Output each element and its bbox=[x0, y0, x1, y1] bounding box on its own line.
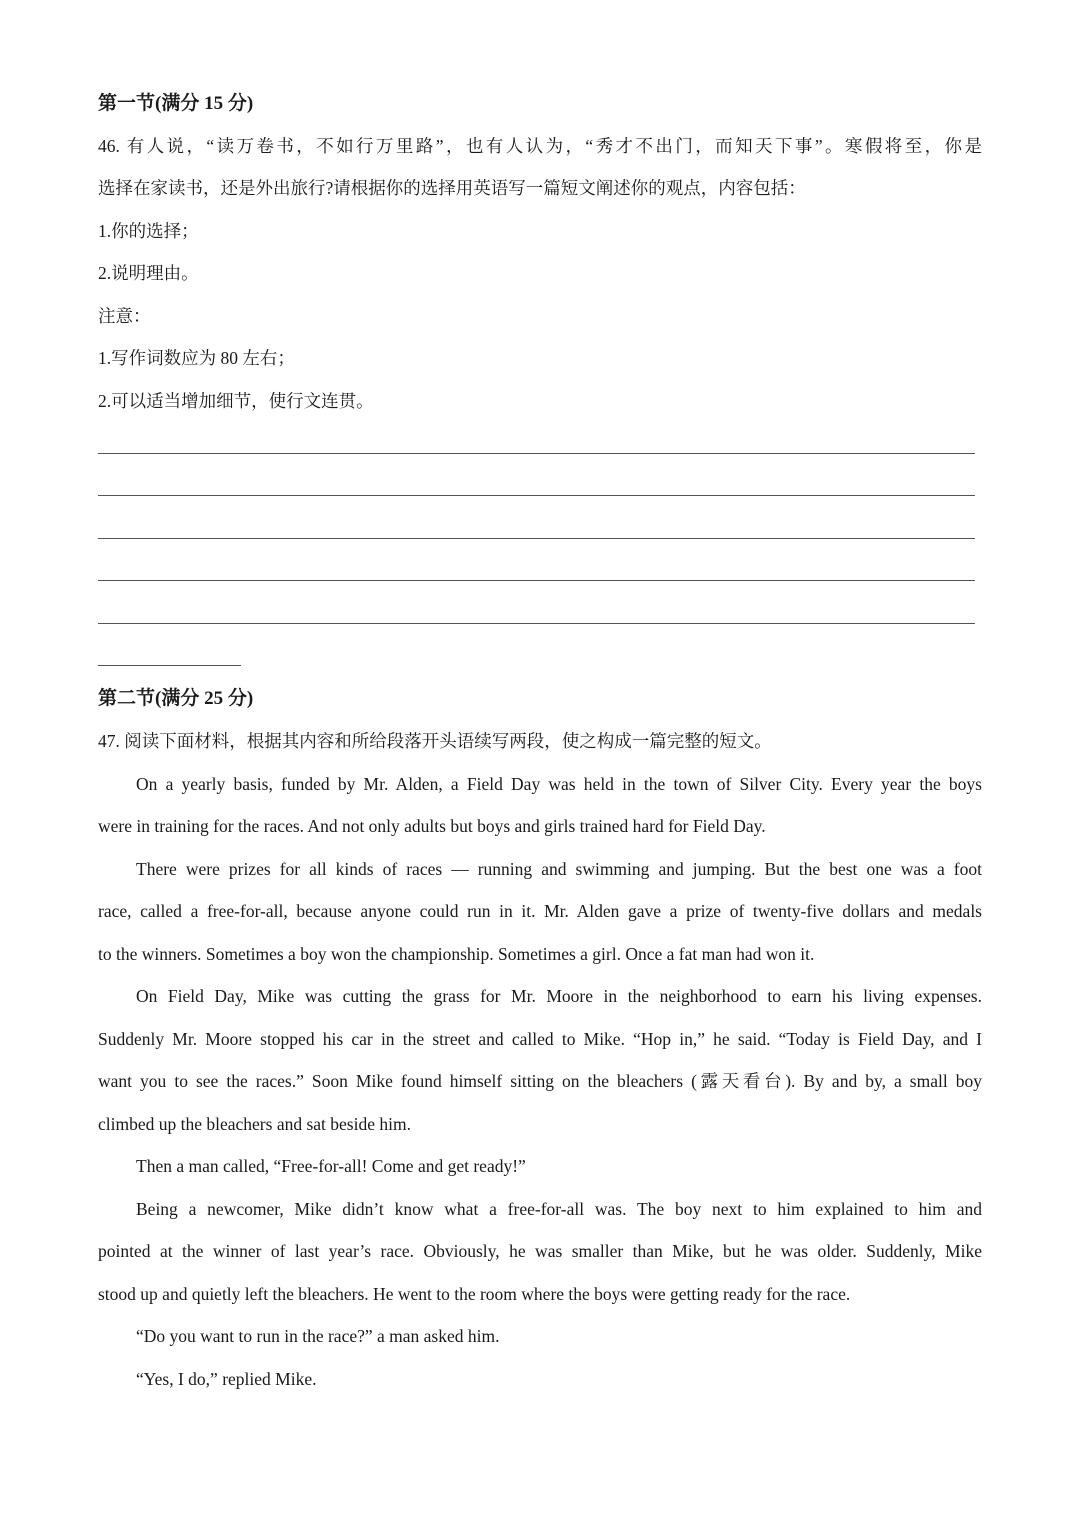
answer-line[interactable] bbox=[98, 453, 975, 454]
passage-line: Being a newcomer, Mike didn’t know what a free-for-all was. The boy next to him explained to him and bbox=[136, 1199, 982, 1219]
answer-line[interactable] bbox=[98, 495, 975, 496]
passage-line: pointed at the winner of last year’s race. Obviously, he was smaller than Mike, but he was older. Suddenly, Mike bbox=[98, 1241, 982, 1261]
passage-line: want you to see the races.” Soon Mike found himself sitting on the bleachers (露天看台). By and by, a small boy bbox=[98, 1071, 982, 1091]
requirement-item-1: 1.你的选择； bbox=[98, 221, 199, 241]
question-46-line1: 46. 有人说，“读万卷书，不如行万里路”，也有人认为，“秀才不出门，而知天下事”。寒假将至，你是 bbox=[98, 136, 982, 156]
passage-line: to the winners. Sometimes a boy won the championship. Sometimes a girl. Once a fat man had won it. bbox=[98, 944, 815, 964]
note-label: 注意： bbox=[98, 306, 151, 326]
note-item-1: 1.写作词数应为 80 左右； bbox=[98, 348, 295, 368]
question-47-instruction: 47. 阅读下面材料，根据其内容和所给段落开头语续写两段，使之构成一篇完整的短文。 bbox=[98, 731, 772, 751]
section2-title: 第二节(满分 25 分) bbox=[98, 688, 254, 709]
passage-line: Then a man called, “Free-for-all! Come and get ready!” bbox=[136, 1156, 526, 1176]
answer-line-short[interactable] bbox=[98, 665, 241, 666]
question-46-line2: 选择在家读书，还是外出旅行?请根据你的选择用英语写一篇短文阐述你的观点，内容包括： bbox=[98, 178, 806, 198]
answer-line[interactable] bbox=[98, 580, 975, 581]
passage-line: “Do you want to run in the race?” a man asked him. bbox=[136, 1326, 500, 1346]
note-item-2: 2.可以适当增加细节，使行文连贯。 bbox=[98, 391, 374, 411]
passage-line: climbed up the bleachers and sat beside him. bbox=[98, 1114, 411, 1134]
passage-line: On Field Day, Mike was cutting the grass for Mr. Moore in the neighborhood to earn his living expenses. bbox=[136, 986, 982, 1006]
passage-line: were in training for the races. And not only adults but boys and girls trained hard for Field Day. bbox=[98, 816, 766, 836]
answer-line[interactable] bbox=[98, 538, 975, 539]
section1-title: 第一节(满分 15 分) bbox=[98, 93, 254, 114]
passage-line: There were prizes for all kinds of races — running and swimming and jumping. But the best one was a foot bbox=[136, 859, 982, 879]
answer-line[interactable] bbox=[98, 623, 975, 624]
passage-line: On a yearly basis, funded by Mr. Alden, a Field Day was held in the town of Silver City. Every year the boys bbox=[136, 774, 982, 794]
requirement-item-2: 2.说明理由。 bbox=[98, 263, 199, 283]
passage-line: stood up and quietly left the bleachers. He went to the room where the boys were getting ready for the race. bbox=[98, 1284, 851, 1304]
passage-line: “Yes, I do,” replied Mike. bbox=[136, 1369, 317, 1389]
passage-line: race, called a free-for-all, because anyone could run in it. Mr. Alden gave a prize of twenty-five dollars and medals bbox=[98, 901, 982, 921]
passage-line: Suddenly Mr. Moore stopped his car in the street and called to Mike. “Hop in,” he said. “Today is Field Day, and I bbox=[98, 1029, 982, 1049]
